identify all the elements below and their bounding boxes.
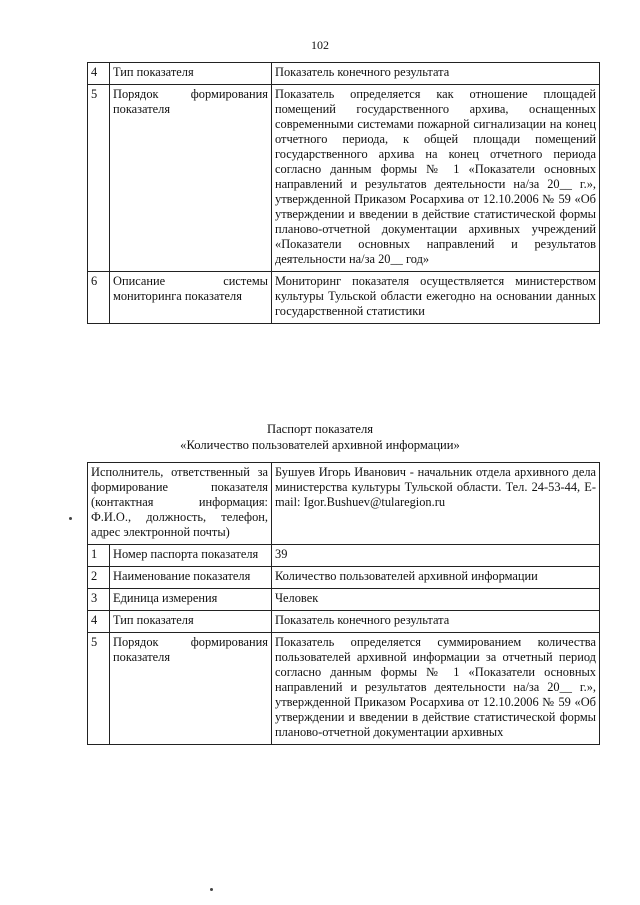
- passport-title: [0, 421, 640, 453]
- row-value: Показатель определяется суммированием количества пользователей архивной информации за отчетный период согласно данным формы № 1 «Показатели основных направлений и результатов деятельности на/за 20__ г.», утвержденной Приказом Росархива от 12.10.2006 № 59 «Об утверждении и введении в действие статистической формы планово-отчетной документации архивных: [272, 633, 600, 745]
- row-label: Порядок формирования показателя: [110, 85, 272, 272]
- row-number: 1: [88, 545, 110, 567]
- page-number: 102: [311, 38, 329, 52]
- row-number: 4: [88, 63, 110, 85]
- row-value: 39: [272, 545, 600, 567]
- row-number: 5: [88, 85, 110, 272]
- row-label: Тип показателя: [110, 63, 272, 85]
- row-label: Порядок формирования показателя: [110, 633, 272, 745]
- table-row: [88, 63, 600, 85]
- passport-table: [87, 462, 600, 745]
- table-row: [88, 272, 600, 324]
- row-value: Показатель конечного результата: [272, 63, 600, 85]
- row-label: Единица измерения: [110, 589, 272, 611]
- passport-title-line2: «Количество пользователей архивной информации»: [180, 438, 460, 452]
- row-label: Описание системы мониторинга показателя: [110, 272, 272, 324]
- scan-speck: [69, 517, 72, 520]
- indicator-table-continued: [87, 62, 600, 324]
- executor-label: Исполнитель, ответственный за формирование показателя (контактная информация: Ф.И.О., должность, телефон, адрес электронной почты): [88, 463, 272, 545]
- row-value: Показатель конечного результата: [272, 611, 600, 633]
- table-row: [88, 589, 600, 611]
- executor-row: [88, 463, 600, 545]
- passport-title-line1: Паспорт показателя: [266, 422, 374, 436]
- executor-value: Бушуев Игорь Иванович - начальник отдела архивного дела министерства культуры Тульской области. Тел. 24-53-44, E-mail: Igor.Bushuev@tularegion.ru: [272, 463, 600, 545]
- table-row: [88, 545, 600, 567]
- table-row: [88, 611, 600, 633]
- row-value: Показатель определяется как отношение площадей помещений государственного архива, оснащенных современными системами пожарной сигнализации на конец отчетного периода, к общей площади помещений государственного архива на конец отчетного периода согласно данным формы № 1 «Показатели основных направлений и результатов деятельности на/за 20__ г.», утвержденной Приказом Росархива от 12.10.2006 № 59 «Об утверждении и введении в действие статистической формы планово-отчетной документации архивных учреждений «Показатели основных направлений и результатов деятельности на/за 20__ год»: [272, 85, 600, 272]
- row-number: 6: [88, 272, 110, 324]
- row-value: Мониторинг показателя осуществляется министерством культуры Тульской области ежегодно на основании данных государственной статистики: [272, 272, 600, 324]
- row-value: Количество пользователей архивной информации: [272, 567, 600, 589]
- row-number: 3: [88, 589, 110, 611]
- row-label: Наименование показателя: [110, 567, 272, 589]
- scan-speck: [210, 888, 213, 891]
- row-label: Тип показателя: [110, 611, 272, 633]
- table-row: [88, 567, 600, 589]
- row-number: 2: [88, 567, 110, 589]
- table-row: [88, 85, 600, 272]
- table-row: [88, 633, 600, 745]
- row-value: Человек: [272, 589, 600, 611]
- row-number: 5: [88, 633, 110, 745]
- row-number: 4: [88, 611, 110, 633]
- row-label: Номер паспорта показателя: [110, 545, 272, 567]
